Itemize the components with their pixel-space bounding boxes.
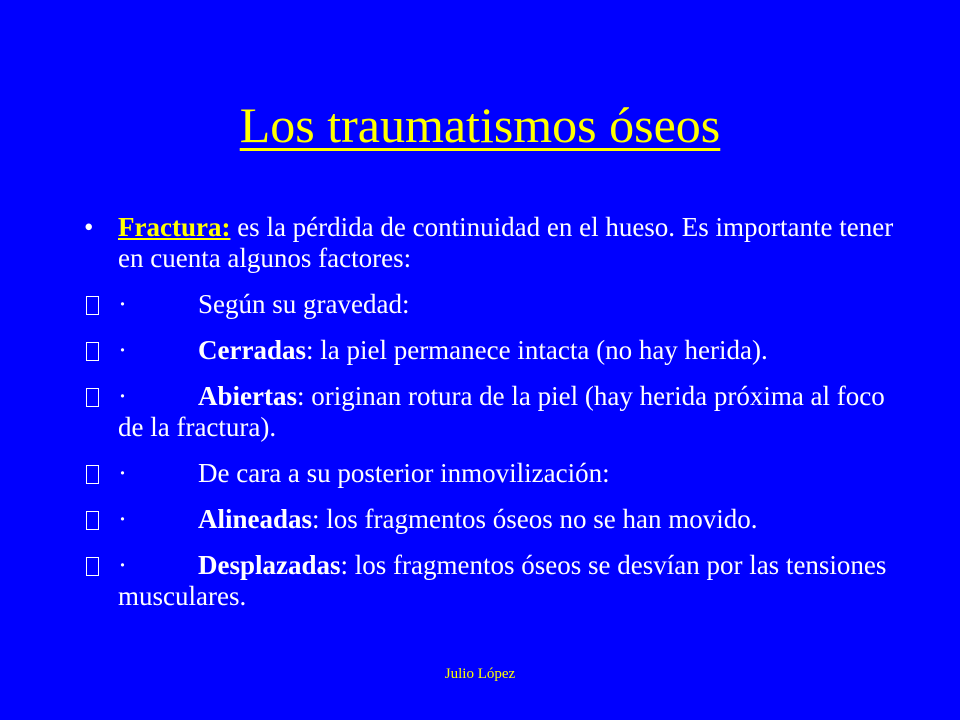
term-label: Alineadas [198, 504, 313, 534]
missing-glyph-box-icon [84, 335, 108, 368]
footer-author: Julio López [444, 666, 516, 682]
item-text: : originan rotura de la piel (hay herida próxima al foco de la fractura). [118, 381, 885, 442]
missing-glyph-box-icon [84, 458, 108, 491]
dot-icon: · [118, 504, 127, 534]
item-text: De cara a su posterior inmovilización: [198, 458, 610, 488]
bullet-icon: • [84, 212, 94, 242]
missing-glyph-box-icon [84, 289, 108, 322]
list-item-abiertas [84, 381, 914, 443]
missing-glyph-box-icon [84, 504, 108, 537]
list-item-alineadas [84, 504, 914, 535]
term-label: Cerradas [198, 335, 306, 365]
list-item-cerradas [84, 335, 914, 366]
list-item-inmovilizacion [84, 458, 914, 489]
term-label: Desplazadas [198, 550, 341, 580]
list-item-gravedad [84, 289, 914, 320]
bullet-list [84, 212, 914, 627]
term-label: Fractura: [118, 212, 231, 242]
slide-title: Los traumatismos óseos [239, 97, 721, 153]
dot-icon: · [118, 458, 127, 488]
item-text: : la piel permanece intacta (no hay herida). [305, 335, 768, 365]
dot-icon: · [118, 550, 127, 580]
dot-icon: · [118, 381, 127, 411]
item-text: es la pérdida de continuidad en el hueso. Es importante tener en cuenta algunos factores: [118, 212, 894, 273]
missing-glyph-box-icon [84, 381, 108, 414]
list-item-fractura [84, 212, 914, 274]
item-text: Según su gravedad: [198, 289, 410, 319]
term-label: Abiertas [198, 381, 297, 411]
item-text: : los fragmentos óseos se desvían por las tensiones musculares. [118, 550, 887, 611]
item-text: : los fragmentos óseos no se han movido. [312, 504, 758, 534]
dot-icon: · [118, 289, 127, 319]
dot-icon: · [118, 335, 127, 365]
missing-glyph-box-icon [84, 550, 108, 583]
list-item-desplazadas [84, 550, 914, 612]
